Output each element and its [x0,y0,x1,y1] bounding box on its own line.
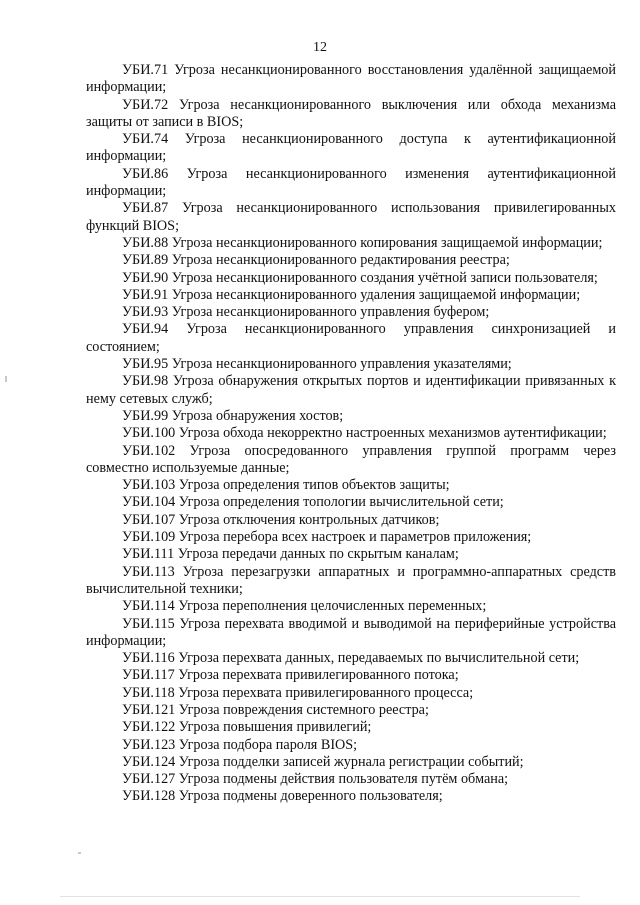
threat-entry: УБИ.72 Угроза несанкционированного выключения или обхода механизма защиты от записи в BIOS; [86,96,616,130]
threat-entry: УБИ.93 Угроза несанкционированного управления буфером; [122,304,490,321]
scan-artifact [78,852,81,854]
threat-entry: УБИ.124 Угроза подделки записей журнала регистрации событий; [122,753,524,770]
threat-entry: УБИ.107 Угроза отключения контрольных датчиков; [122,511,440,528]
threat-entry: УБИ.117 Угроза перехвата привилегированного потока; [122,667,459,684]
threat-list [86,62,616,806]
threat-entry: УБИ.113 Угроза перезагрузки аппаратных и программно-аппаратных средств вычислительной техники; [86,563,616,597]
scan-artifact [60,896,580,897]
threat-entry: УБИ.89 Угроза несанкционированного редактирования реестра; [122,252,510,269]
threat-entry: УБИ.100 Угроза обхода некорректно настроенных механизмов аутентификации; [122,425,607,442]
threat-entry: УБИ.74 Угроза несанкционированного доступа к аутентификационной информации; [86,131,616,165]
threat-entry: УБИ.71 Угроза несанкционированного восстановления удалённой защищаемой информации; [86,62,616,96]
threat-entry: УБИ.87 Угроза несанкционированного использования привилегированных функций BIOS; [86,200,616,234]
threat-entry: УБИ.128 Угроза подмены доверенного пользователя; [122,788,443,805]
threat-entry: УБИ.104 Угроза определения топологии вычислительной сети; [122,494,504,511]
threat-entry: УБИ.123 Угроза подбора пароля BIOS; [122,736,358,753]
threat-entry: УБИ.99 Угроза обнаружения хостов; [122,407,344,424]
threat-entry: УБИ.127 Угроза подмены действия пользователя путём обмана; [122,771,509,788]
threat-entry: УБИ.116 Угроза перехвата данных, передаваемых по вычислительной сети; [122,650,580,667]
threat-entry: УБИ.91 Угроза несанкционированного удаления защищаемой информации; [122,286,581,303]
threat-entry: УБИ.111 Угроза передачи данных по скрытым каналам; [122,546,459,563]
threat-entry: УБИ.95 Угроза несанкционированного управления указателями; [122,356,512,373]
threat-entry: УБИ.102 Угроза опосредованного управления группой программ через совместно используемые данные; [86,442,616,476]
threat-entry: УБИ.86 Угроза несанкционированного изменения аутентификационной информации; [86,165,616,200]
threat-entry: УБИ.115 Угроза перехвата вводимой и выводимой на периферийные устройства информации; [86,615,616,649]
scan-artifact [5,376,7,382]
threat-entry: УБИ.122 Угроза повышения привилегий; [122,719,372,736]
threat-entry: УБИ.109 Угроза перебора всех настроек и параметров приложения; [122,529,532,546]
threat-entry: УБИ.121 Угроза повреждения системного реестра; [122,701,429,718]
threat-entry: УБИ.94 Угроза несанкционированного управления синхронизацией и состоянием; [86,321,616,355]
threat-entry: УБИ.118 Угроза перехвата привилегированного процесса; [122,684,474,701]
threat-entry: УБИ.114 Угроза переполнения целочисленных переменных; [122,598,487,615]
threat-entry: УБИ.88 Угроза несанкционированного копирования защищаемой информации; [122,234,603,251]
threat-entry: УБИ.103 Угроза определения типов объектов защиты; [122,477,450,494]
page-number: 12 [313,40,327,55]
threat-entry: УБИ.90 Угроза несанкционированного создания учётной записи пользователя; [122,269,598,286]
threat-entry: УБИ.98 Угроза обнаружения открытых портов и идентификации привязанных к нему сетевых служб; [86,373,616,407]
